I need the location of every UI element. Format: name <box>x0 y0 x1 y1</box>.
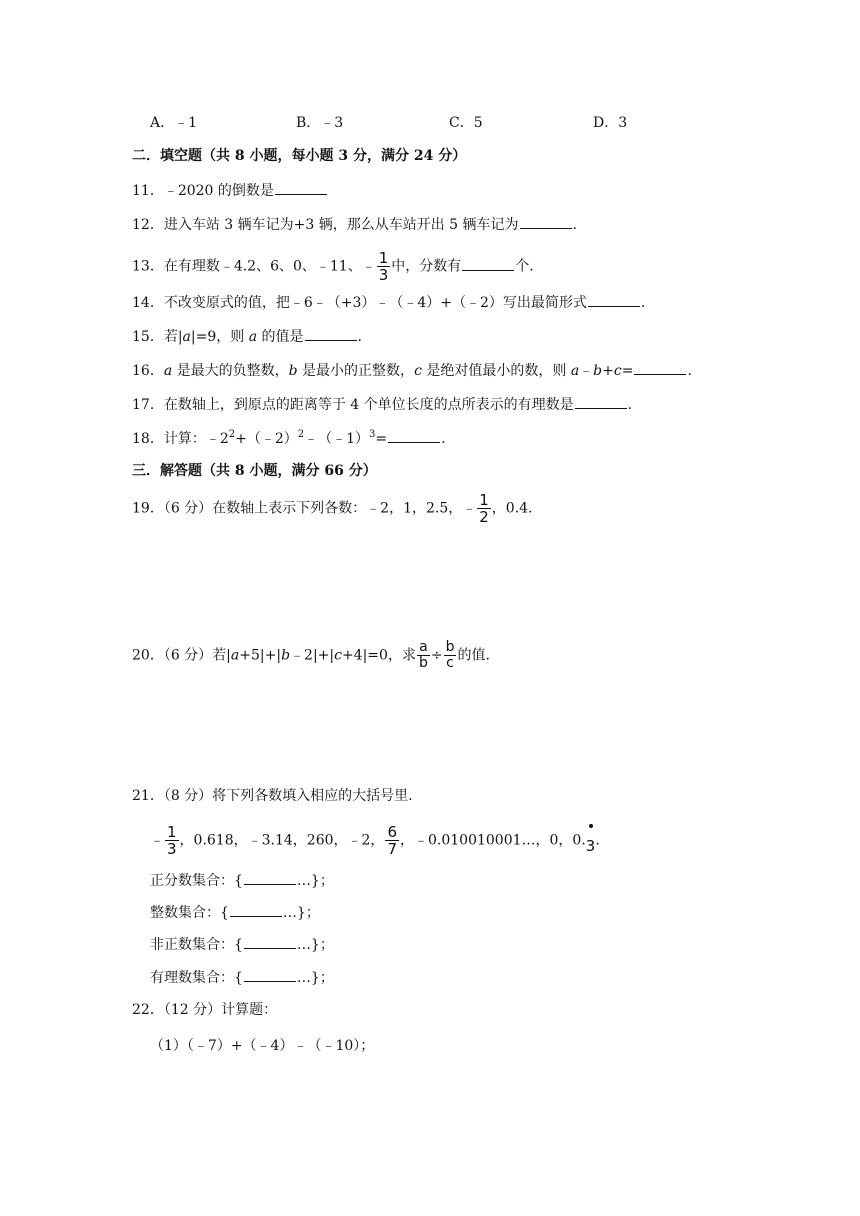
fraction <box>377 250 391 283</box>
operator: + <box>602 363 614 379</box>
option-c: C．5 <box>449 115 483 131</box>
set-tail: …}； <box>296 970 334 986</box>
fraction-numerator: 1 <box>479 491 489 509</box>
fraction-denominator: 3 <box>378 266 389 284</box>
question-text: 14．不改变原式的值，把﹣6﹣（+3）﹣（﹣4）+（﹣2）写出最简形式 <box>132 295 587 311</box>
question-number: 16． <box>132 363 164 379</box>
period: . <box>572 217 577 233</box>
question-17 <box>132 394 632 415</box>
period: . <box>627 397 633 413</box>
question-22-part-1: （1）（﹣7）+（﹣4）﹣（﹣10）； <box>150 1038 375 1054</box>
fraction <box>165 824 179 857</box>
answer-blank <box>244 967 296 982</box>
question-text: 15．若| <box>132 329 183 345</box>
fraction-numerator: a <box>419 639 428 655</box>
variable-c: c <box>613 363 622 379</box>
question-text: 是绝对值最小的数，则 <box>421 363 571 379</box>
question-19 <box>132 492 533 525</box>
variable-b: b <box>593 363 603 379</box>
section-heading-fill-in: 二．填空题（共 8 小题，每小题 3 分，满分 24 分） <box>132 148 467 164</box>
answer-blank <box>230 902 282 917</box>
answer-blank <box>275 180 327 195</box>
question-11 <box>132 180 328 201</box>
period: . <box>640 295 646 311</box>
variable-a: a <box>182 329 191 345</box>
exponent: 2 <box>297 429 305 440</box>
option-d: D．3 <box>593 115 628 131</box>
variable-b: b <box>288 363 298 379</box>
section-heading-solutions: 三．解答题（共 8 小题，满分 66 分） <box>132 463 377 479</box>
set-label: 正分数集合：{ <box>150 873 243 889</box>
set-tail: …}； <box>296 937 334 953</box>
set-tail: …}； <box>296 873 334 889</box>
question-text: ，0.4. <box>491 500 533 517</box>
question-20 <box>132 640 490 671</box>
question-text: 的值. <box>457 647 490 664</box>
question-text: 18．计算：﹣2 <box>132 431 229 447</box>
question-text: +（﹣2） <box>235 431 298 447</box>
fraction <box>477 492 491 525</box>
option-b: B．﹣3 <box>296 115 344 131</box>
set-rationals <box>150 967 334 988</box>
variable-a: a <box>570 363 580 379</box>
question-21: 21．（8 分）将下列各数填入相应的大括号里. <box>132 788 413 804</box>
question-15 <box>132 326 362 347</box>
question-text: 17．在数轴上，到原点的距离等于 4 个单位长度的点所表示的有理数是 <box>132 397 574 413</box>
answer-blank <box>305 326 357 341</box>
question-text: 个. <box>515 258 534 275</box>
fraction-denominator: b <box>418 655 428 671</box>
period: . <box>687 363 692 379</box>
set-non-positive <box>150 934 334 955</box>
question-text: 11．﹣2020 的倒数是 <box>132 183 274 199</box>
question-text: 20．（6 分）若| <box>132 647 231 664</box>
fraction-numerator: b <box>445 639 455 655</box>
question-16 <box>132 360 692 381</box>
period: . <box>595 832 600 849</box>
answer-blank <box>634 360 686 375</box>
set-label: 非正数集合：{ <box>150 937 243 953</box>
repeating-decimal-digit: 3 <box>585 836 596 855</box>
question-13 <box>132 250 534 283</box>
set-label: 有理数集合：{ <box>150 970 243 986</box>
operator: = <box>621 363 634 379</box>
set-integers <box>150 902 320 923</box>
set-tail: …}； <box>282 905 320 921</box>
variable-a: a <box>230 647 240 664</box>
fraction-denominator: 3 <box>167 840 177 858</box>
question-12 <box>132 214 577 235</box>
variable-c: c <box>334 647 342 664</box>
question-text: ﹣2|+| <box>290 647 335 664</box>
fraction-numerator: 6 <box>387 823 397 841</box>
question-text: 的值是 <box>257 329 304 345</box>
answer-blank <box>244 934 296 949</box>
variable-a: a <box>248 329 258 345</box>
answer-blank <box>388 428 440 443</box>
question-text: 13．在有理数﹣4.2、6、0、﹣11、﹣ <box>132 258 376 275</box>
set-label: 整数集合：{ <box>150 905 229 921</box>
number-list-text: ，﹣0.010010001…，0，0. <box>399 832 586 849</box>
variable-c: c <box>414 363 422 379</box>
answer-blank <box>462 256 514 271</box>
question-text: 中，分数有 <box>391 258 462 275</box>
question-text: ﹣（﹣1） <box>304 431 370 447</box>
fraction-numerator: 1 <box>378 249 389 267</box>
fraction-denominator: 2 <box>479 508 489 526</box>
number-list <box>150 824 600 857</box>
option-a: A．﹣1 <box>150 115 198 131</box>
operator: ÷ <box>430 647 443 664</box>
fraction <box>417 640 430 671</box>
operator: = <box>375 431 388 447</box>
fraction <box>444 640 457 671</box>
question-text: +5|+| <box>239 647 282 664</box>
question-18 <box>132 428 446 449</box>
fraction-numerator: 1 <box>167 823 177 841</box>
operator: ﹣ <box>579 363 594 379</box>
fraction <box>385 824 399 857</box>
question-14 <box>132 292 645 313</box>
period: . <box>357 329 362 345</box>
answer-blank <box>575 394 627 409</box>
variable-a: a <box>163 363 173 379</box>
question-text: 12．进入车站 3 辆车记为+3 辆，那么从车站开出 5 辆车记为 <box>132 217 519 233</box>
question-22: 22．（12 分）计算题： <box>132 1002 278 1018</box>
exponent: 3 <box>369 429 376 440</box>
question-text: 19．（6 分）在数轴上表示下列各数：﹣2，1，2.5，﹣ <box>132 500 477 517</box>
exponent: 2 <box>228 429 236 440</box>
variable-b: b <box>281 647 291 664</box>
set-positive-fractions <box>150 870 334 891</box>
question-text: 是最大的负整数， <box>172 363 289 379</box>
question-text: |=9，则 <box>190 329 249 345</box>
question-text: 是最小的正整数， <box>297 363 415 379</box>
answer-blank <box>588 292 640 307</box>
answer-blank <box>520 214 572 229</box>
period: . <box>441 431 446 447</box>
answer-blank <box>244 870 296 885</box>
question-text: +4|=0，求 <box>341 647 416 664</box>
fraction-denominator: 7 <box>387 840 397 858</box>
fraction-denominator: c <box>446 655 454 671</box>
number-list-text: ，0.618，﹣3.14，260，﹣2， <box>179 832 385 849</box>
operator: ﹣ <box>150 832 164 849</box>
